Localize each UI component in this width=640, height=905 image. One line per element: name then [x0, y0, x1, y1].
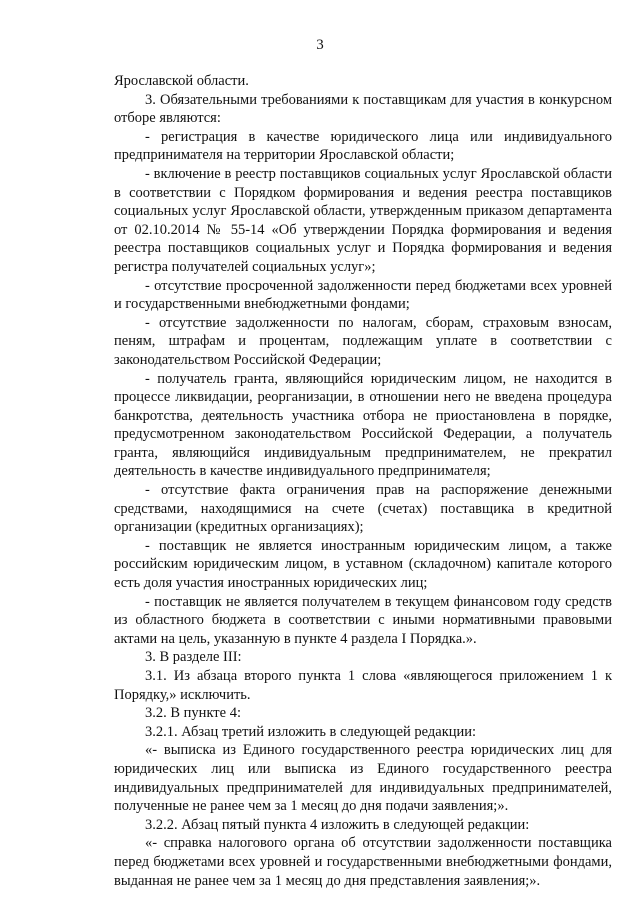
paragraph: 3. Обязательными требованиями к поставщикам для участия в конкурсном отборе являются:	[114, 91, 612, 127]
page-number: 3	[316, 37, 324, 53]
paragraph: - получатель гранта, являющийся юридическим лицом, не находится в процессе ликвидации, реорганизации, в отношении него не введена процедура банкротства, деятельность участника отбора не приостановлена в порядке, предусмотренном законодательством Российской Федерации, а получатель гранта, являющийся индивидуальным предпринимателем, не прекратил деятельность в качестве индивидуального предпринимателя;	[114, 370, 612, 480]
paragraph: «- справка налогового органа об отсутствии задолженности поставщика перед бюджетами всех уровней и государственными внебюджетными фондами, выданная не ранее чем за 1 месяц до дня представления заявления;».	[114, 835, 612, 889]
paragraph: Ярославской области.	[114, 73, 249, 89]
paragraph: - отсутствие факта ограничения прав на распоряжение денежными средствами, находящимися на счете (счетах) поставщика в кредитной организации (кредитных организациях);	[114, 482, 612, 536]
paragraph: - поставщик не является получателем в текущем финансовом году средств из областного бюджета в соответствии с иными нормативными правовыми актами на цель, указанную в пункте 4 раздела I Порядка.».	[114, 593, 612, 647]
paragraph: «- выписка из Единого государственного реестра юридических лиц для юридических лиц или выписка из Единого государственного реестра индивидуальных предпринимателей для индивидуальных предпринимателей, полученные не ранее чем за 1 месяц до дня подачи заявления;».	[114, 742, 612, 815]
paragraph: - включение в реестр поставщиков социальных услуг Ярославской области в соответствии с Порядком формирования и ведения реестра поставщиков социальных услуг Ярославской области, утвержденным приказом департамента от 02.10.2014 № 55-14 «Об утверждении Порядка формирования и ведения реестра поставщиков социальных услуг и Порядка формирования и ведения регистра получателей социальных услуг»;	[114, 165, 612, 275]
paragraph: 3. В разделе III:	[145, 649, 242, 666]
paragraph: 3.2.2. Абзац пятый пункта 4 изложить в следующей редакции:	[145, 816, 530, 833]
paragraph: - отсутствие задолженности по налогам, сборам, страховым взносам, пеням, штрафам и процентам, подлежащим уплате в соответствии с законодательством Российской Федерации;	[114, 314, 612, 368]
paragraph: - поставщик не является иностранным юридическим лицом, а также российским юридическим лицом, в уставном (складочном) капитале которого есть доля участия иностранных юридических лиц;	[114, 537, 612, 592]
paragraph: - регистрация в качестве юридического лица или индивидуального предпринимателя на территории Ярославской области;	[114, 128, 612, 164]
paragraph: - отсутствие просроченной задолженности перед бюджетами всех уровней и государственными внебюджетными фондами;	[114, 277, 612, 313]
document-body	[114, 72, 612, 890]
paragraph: 3.2.1. Абзац третий изложить в следующей редакции:	[145, 723, 477, 740]
paragraph: 3.1. Из абзаца второго пункта 1 слова «являющегося приложением 1 к Порядку,» исключить.	[114, 668, 612, 703]
paragraph: 3.2. В пункте 4:	[145, 705, 241, 722]
